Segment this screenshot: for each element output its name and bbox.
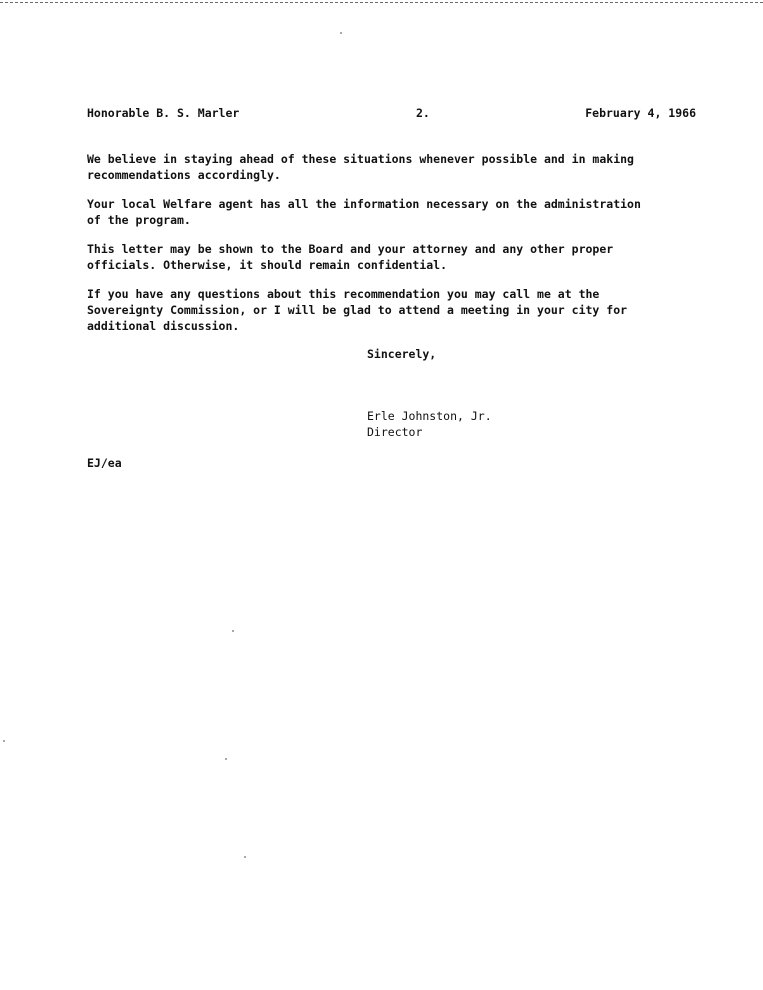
body-paragraph: If you have any questions about this recommendation you may call me at the Sovereignty Commission, or I will be glad to attend a meeting in your city for additional discussion.	[87, 287, 628, 333]
signer-name: Erle Johnston, Jr.	[367, 409, 492, 423]
body-paragraph: We believe in staying ahead of these situations whenever possible and in making recommendations accordingly.	[87, 152, 634, 182]
body-paragraph: Your local Welfare agent has all the information necessary on the administration of the program.	[87, 197, 641, 227]
page-number: 2.	[416, 106, 430, 120]
scan-speck	[225, 758, 227, 760]
page-top-edge-rule	[0, 2, 763, 3]
reference-initials: EJ/ea	[87, 456, 122, 470]
letter-date: February 4, 1966	[585, 106, 696, 120]
scan-speck	[340, 32, 342, 34]
scan-speck	[3, 740, 5, 742]
recipient-name: Honorable B. S. Marler	[87, 106, 240, 120]
signer-title: Director	[367, 425, 423, 439]
scan-speck	[244, 856, 246, 858]
letter-header	[0, 106, 763, 124]
complimentary-closing: Sincerely,	[367, 347, 437, 361]
body-paragraph: This letter may be shown to the Board and your attorney and any other proper officials. Otherwise, it should remain confidential.	[87, 242, 614, 272]
scan-speck	[232, 630, 234, 632]
signature-block	[367, 408, 492, 440]
